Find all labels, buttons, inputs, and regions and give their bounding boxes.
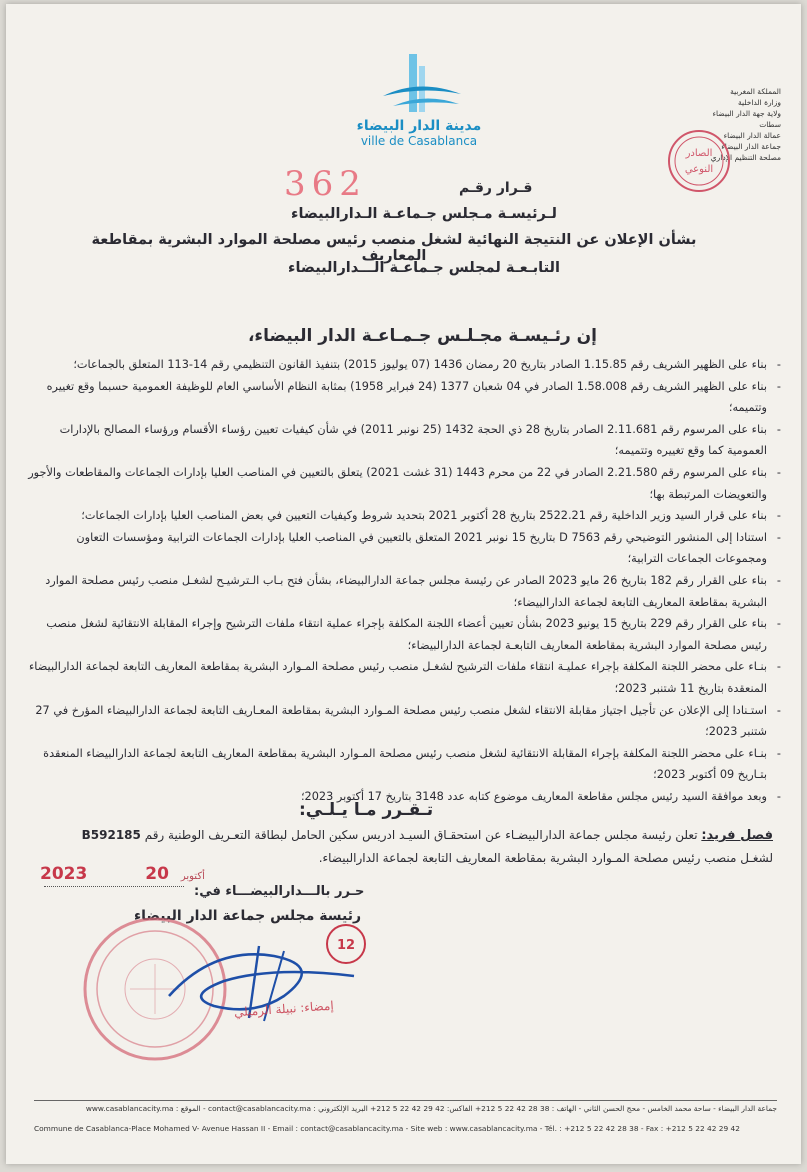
logo-french-name: ville de Casablanca: [360, 134, 478, 148]
decision-label: قـرار رقـم: [459, 180, 533, 196]
clause: - بناء على قرار السيد وزير الداخلية رقم 2522.21 بتاريخ 28 أكتوبر 2021 بتحديد شروط وكيفيات التعيين في بعض المناصب العليا بإدارات الجماعات؛: [24, 505, 781, 527]
registration-stamp: [666, 128, 732, 194]
date-day: 20: [145, 864, 169, 884]
clause: - بناء على الظهير الشريف رقم 1.58.008 الصادر في 04 شعبان 1377 (24 فبراير 1958) بمثابة النظام الأساسي العام للوظيفة العمومية حسبما وقع تغييره وتتميمه؛: [24, 376, 781, 419]
admin-line: وزارة الداخلية: [737, 98, 781, 107]
admin-line: عمالة الدار البيضاء: [723, 131, 781, 140]
clause: - استنادا إلى المنشور التوضيحي رقم D 7563 بتاريخ 15 نونبر 2021 المتعلق بالتعيين في المناصب العليا بإدارات الجماعات الترابية ومؤسسات التعاون ومجموعات الجماعات الترابية؛: [24, 527, 781, 570]
decision-title-line2: بشأن الإعلان عن النتيجة النهائية لشغل منصب رئيس مصلحة الموارد البشرية بمقاطعة المعاريف: [91, 232, 697, 264]
admin-line: المملكة المغربية: [730, 87, 781, 96]
preamble-clauses: [24, 354, 781, 807]
city-logo: [344, 52, 494, 148]
date-month: أكتوبر: [180, 871, 205, 882]
handwritten-date: [40, 864, 205, 884]
admin-line: جماعة الدار البيضاء: [721, 142, 781, 151]
clause: - بنـاء على محضر اللجنة المكلفة بإجراء المقابلة الانتقائية لشغل منصب رئيس مصلحة المـوارد البشرية بمقاطعة المعاريف التابعة لجماعة الدارالبيضاء المنعقدة بتـاريخ 09 أكتوبر 2023؛: [24, 743, 781, 786]
footer-divider: [34, 1100, 777, 1101]
clause: - بناء على المرسوم رقم 2.21.580 الصادر في 22 من محرم 1443 (31 غشت 2021) يتعلق بالتعيين في المناصب العليا بإدارات الجماعات والمقاطعات والأجور والتعويضات المرتبطة بها؛: [24, 462, 781, 505]
made-in-label: حـرر بالـــدارالبيضـــاء في:: [194, 884, 365, 899]
article-text-continued: لشغـل منصب رئيس مصلحة المـوارد البشرية بمقاطعة المعاريف التابعة لجماعة الدارالبيضاء.: [318, 851, 773, 865]
logo-arabic-name: مدينة الدار البيضاء: [356, 118, 482, 134]
clause: - وبعد موافقة السيد رئيس مجلس مقاطعة المعاريف موضوع كتابه عدد 3148 بتاريخ 17 أكتوبر 2023؛: [24, 786, 781, 808]
clause: - بناء على المرسوم رقم 2.11.681 الصادر بتاريخ 28 ذي الحجة 1432 (25 نونبر 2011) في شأن كيفيات تعيين رؤساء الأقسام ورؤساء المصالح بالإدارات العمومية كما وقع تغييره وتتميمه؛: [24, 419, 781, 462]
clause: - بناء على القرار رقم 182 بتاريخ 26 مايو 2023 الصادر عن رئيسة مجلس جماعة الدارالبيضاء، بشأن فتح بـاب الـترشيـح لشغـل منصب رئيس مصلحة الموارد البشرية بمقاطعة المعاريف التابعة لجماعة الدارالبيضاء؛: [24, 570, 781, 613]
document-page: [6, 4, 801, 1164]
signature-caption: إمضاء: نبيلة الرميلي: [233, 998, 335, 1020]
stamp-top-line1: الصادر: [685, 148, 713, 159]
admin-line: ولاية جهة الدار البيضاء سطات: [712, 109, 781, 129]
date-year: 2023: [40, 864, 88, 884]
footer-french: Commune de Casablanca-Place Mohamed V- Avenue Hassan II - Email : contact@casablancacity.ma - Site web : www.casablancacity.ma - Tél. : +212 5 22 42 28 38 - Fax : +212 5 22 42 29 42: [34, 1124, 740, 1133]
logo-graphic: [373, 52, 465, 116]
small-seal-number: 12: [336, 938, 356, 953]
stamp-top-line2: النوعي: [684, 164, 714, 175]
small-seal: [324, 922, 368, 966]
clause: - استـنادا إلى الإعلان عن تأجيل اجتياز مقابلة الانتقاء لشغل منصب رئيس مصلحة المـوارد البشرية بمقاطعة المعـاريف التابعة لجماعة الدارالبيضاء المؤرخ في 27 شتنبر 2023؛: [24, 700, 781, 743]
decision-title-line1: لـرئيسـة مـجلس جـماعـة الـدارالبيضاء: [291, 206, 557, 222]
signer-title: رئيسة مجلس جماعة الدار البيضاء: [134, 908, 362, 924]
date-dotted-line: [44, 886, 184, 887]
clause: - بناء على القرار رقم 229 بتاريخ 15 يونيو 2023 بشأن تعيين أعضاء اللجنة المكلفة بإجراء عملية انتقاء ملفات الترشيح وإجراء المقابلة الانتقائية لشغل منصب رئيس مصلحة الموارد البشرية بمقاطعة المعاريف التابعـة لجماعة الدارالبيضاء؛: [24, 613, 781, 656]
footer-arabic: جماعة الدار البيضاء - ساحة محمد الخامس - محج الحسن الثاني - الهاتف : 38 28 42 22 5 212+ الفاكس: 42 29 42 22 5 212+ البريد الإلكتروني : contact@casablancacity.ma - الموقع : www.casablancacity.ma: [85, 1104, 777, 1113]
decision-title-line3: التابـعـة لمجلس جـماعـة الـــدارالبيضاء: [288, 260, 560, 276]
decides-heading: تـقـرر مـا يـلـي:: [299, 800, 434, 820]
president-intro: إن رئـيسـة مجـلـس جـمـاعـة الدار البيضاء،: [247, 326, 597, 346]
decision-number: 362: [284, 164, 367, 204]
clause: - بنـاء على محضر اللجنة المكلفة بإجراء عمليـة انتقاء ملفات الترشيح لشغـل منصب رئيس مصلحة المـوارد البشرية بمقاطعة المعاريف التابعة لجماعة الدارالبيضاء المنعقدة بتاريخ 11 شتنبر 2023؛: [24, 656, 781, 699]
clause: - بناء على الظهير الشريف رقم 1.15.85 الصادر بتاريخ 20 رمضان 1436 (07 يوليوز 2015) بتنفيذ القانون التنظيمي رقم 14-113 المتعلق بالجماعات؛: [24, 354, 781, 376]
single-article: [32, 824, 773, 869]
article-label: فصل فريد:: [701, 828, 773, 843]
id-card-number: B592185: [81, 828, 141, 842]
admin-line: مصلحة التنظيم الإداري: [710, 153, 781, 162]
article-text: تعلن رئيسة مجلس جماعة الدارالبيضـاء عن استحقـاق السيـد ادريس سكين الحامل لبطاقة التعـريف الوطنية رقم: [144, 828, 698, 842]
